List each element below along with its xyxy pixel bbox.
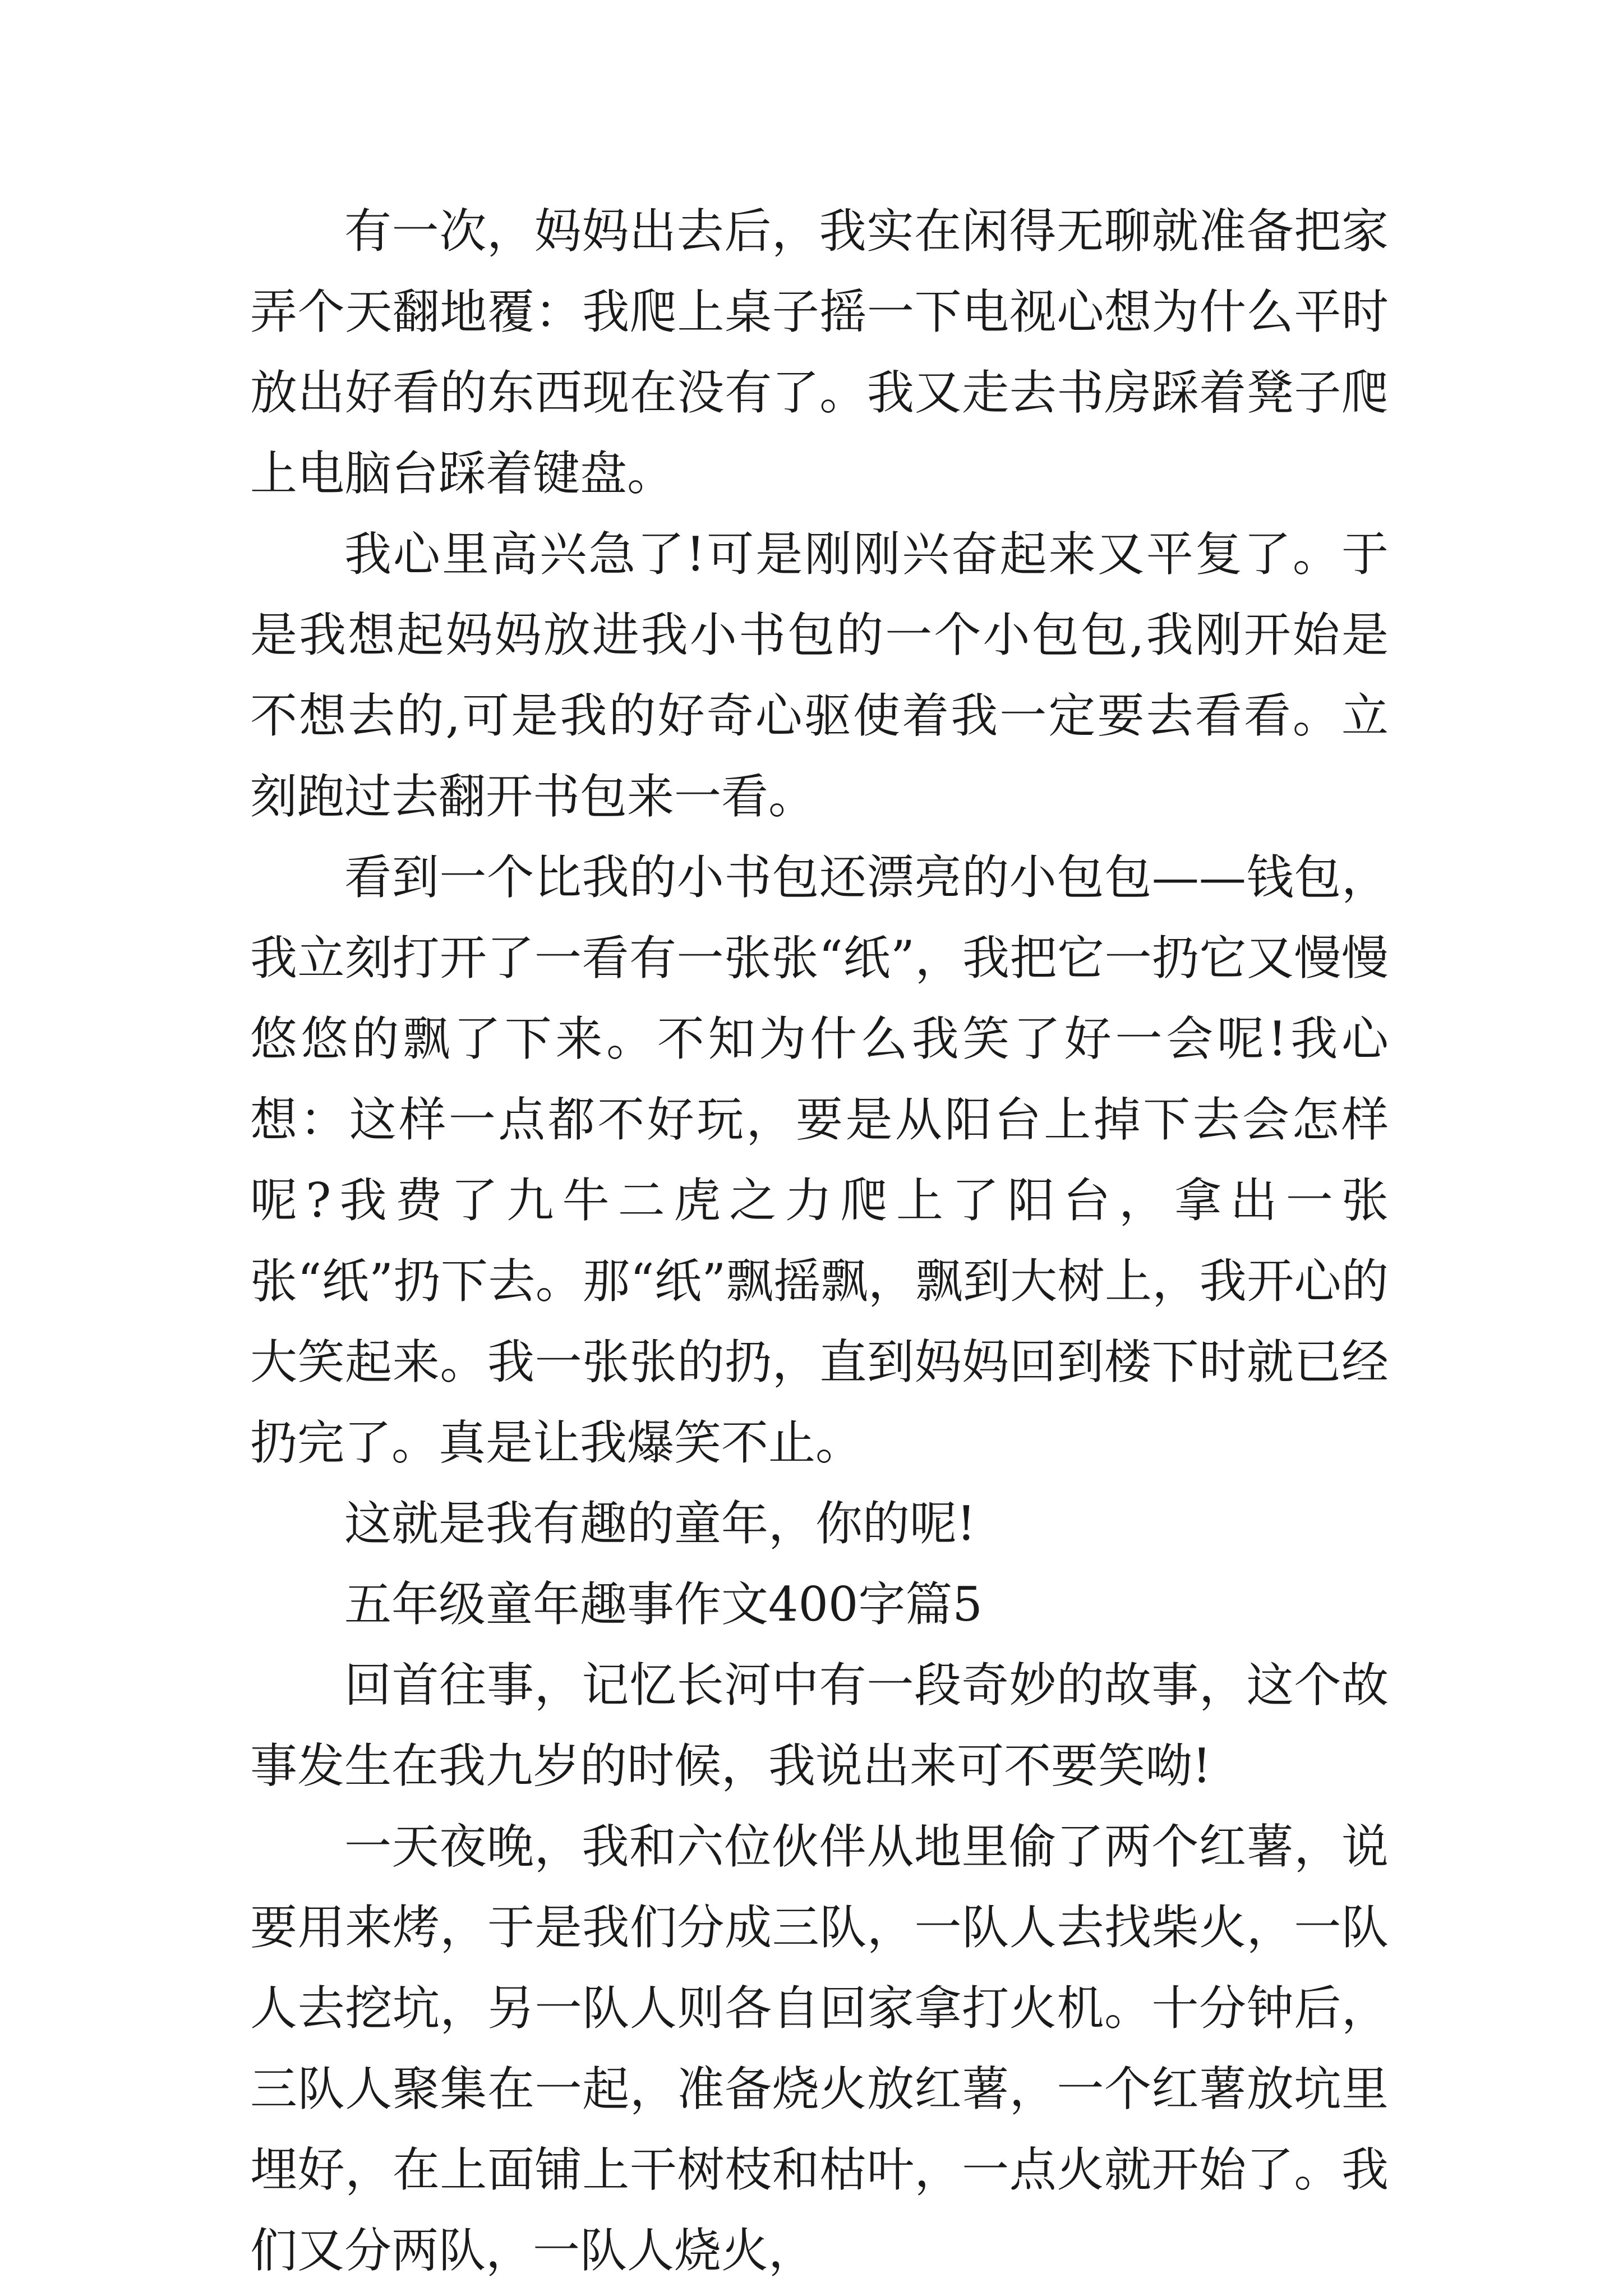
paragraph-3: 看到一个比我的小书包还漂亮的小包包——钱包，我立刻打开了一看有一张张“纸”，我把它一扔它又慢慢悠悠的飘了下来。不知为什么我笑了好一会呢!我心想：这样一点都不好玩，要是从阳台上掉下去会怎样呢?我费了九牛二虎之力爬上了阳台，拿出一张张“纸”扔下去。那“纸”飘摇飘，飘到大树上，我开心的大笑起来。我一张张的扔，直到妈妈回到楼下时就已经扔完了。真是让我爆笑不止。 xyxy=(250,850,1389,1470)
paragraph-2: 我心里高兴急了!可是刚刚兴奋起来又平复了。于是我想起妈妈放进我小书包的一个小包包,我刚开始是不想去的,可是我的好奇心驱使着我一定要去看看。立刻跑过去翻开书包来一看。 xyxy=(250,527,1389,824)
document-body xyxy=(250,191,1389,2291)
paragraph-1: 有一次，妈妈出去后，我实在闲得无聊就准备把家弄个天翻地覆：我爬上桌子摇一下电视心想为什么平时放出好看的东西现在没有了。我又走去书房踩着凳子爬上电脑台踩着键盘。 xyxy=(250,204,1389,501)
section-paragraph-2: 一天夜晚，我和六位伙伴从地里偷了两个红薯，说要用来烤，于是我们分成三队，一队人去找柴火，一队人去挖坑，另一队人则各自回家拿打火机。十分钟后，三队人聚集在一起，准备烧火放红薯，一个红薯放坑里埋好，在上面铺上干树枝和枯叶，一点火就开始了。我们又分两队，一队人烧火， xyxy=(250,1819,1389,2278)
section-paragraph-1: 回首往事，记忆长河中有一段奇妙的故事，这个故事发生在我九岁的时候，我说出来可不要笑呦! xyxy=(250,1658,1389,1793)
paragraph-4: 这就是我有趣的童年，你的呢! xyxy=(344,1496,976,1551)
section-heading: 五年级童年趣事作文400字篇5 xyxy=(344,1577,983,1632)
